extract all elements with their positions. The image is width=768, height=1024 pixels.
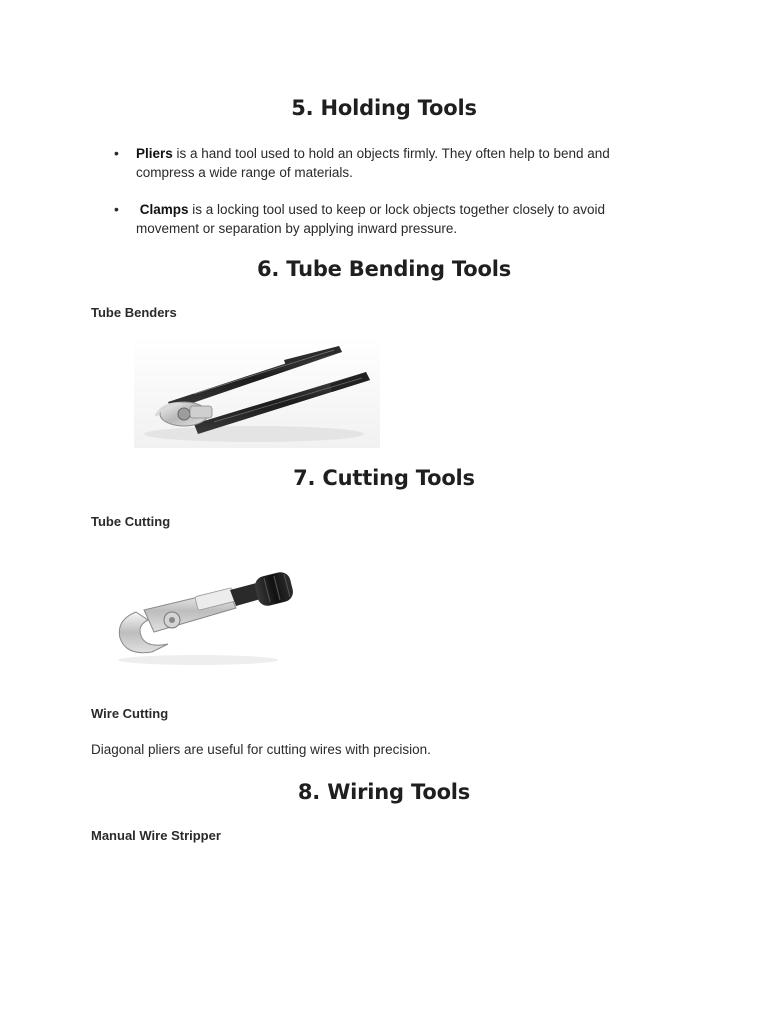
tube-cutter-image (108, 564, 304, 668)
section-title-cutting-tools: 7. Cutting Tools (293, 466, 475, 490)
bullet-icon: • (114, 201, 119, 217)
list-item-clamps (114, 200, 646, 238)
section-title-wiring-tools: 8. Wiring Tools (297, 780, 471, 804)
subhead-manual-wire-stripper: Manual Wire Stripper (91, 828, 221, 843)
term-clamps: Clamps (139, 202, 189, 217)
subhead-wire-cutting: Wire Cutting (91, 706, 169, 721)
section-title-holding-tools: 5. Holding Tools (291, 96, 477, 120)
list-item-pliers (114, 144, 646, 182)
section-title-tube-bending-tools: 6. Tube Bending Tools (256, 257, 512, 281)
bullet-icon: • (114, 145, 119, 161)
definition-pliers: is a hand tool used to hold an objects firmly. They often help to bend and compress a wide range of materials. (136, 146, 610, 180)
wire-cutting-description: Diagonal pliers are useful for cutting wires with precision. (91, 742, 431, 757)
subhead-tube-benders: Tube Benders (91, 305, 177, 320)
definition-clamps: is a locking tool used to keep or lock objects together closely to avoid movement or separation by applying inward pressure. (136, 202, 606, 236)
subhead-tube-cutting: Tube Cutting (91, 514, 171, 529)
tube-bender-image (134, 336, 380, 448)
term-pliers: Pliers (136, 146, 173, 161)
